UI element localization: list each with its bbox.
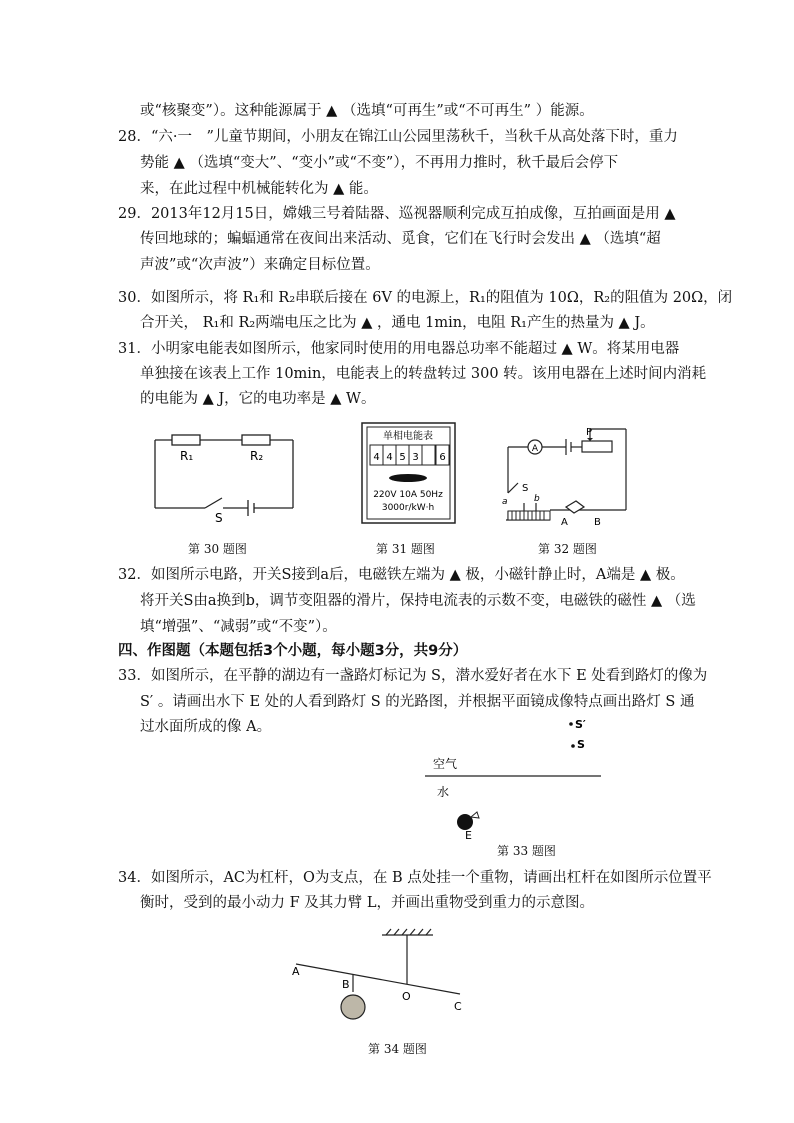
sprime-label: S′: [575, 718, 586, 731]
figure-34-lever: [288, 928, 473, 1028]
figure-33-caption: 第 33 题图: [497, 844, 556, 858]
diver-head: [457, 814, 473, 830]
switch-label: S: [215, 511, 223, 525]
question-28-line-1: 28．“六·一 ”儿童节期间，小朋友在锦江山公园里荡秋千，当秋千从高处落下时，重力: [118, 129, 678, 145]
question-30-line-2: 合开关， R₁和 R₂两端电压之比为 ▲ ，通电 1min，电阻 R₁产生的热量为 ▲ J。: [140, 315, 655, 331]
contact-a-label: a: [502, 497, 508, 507]
question-34-line-2: 衡时，受到的最小动力 F 及其力臂 L，并画出重物受到重力的示意图。: [140, 895, 595, 911]
lever-bar: [296, 964, 460, 994]
r2-label: R₂: [250, 449, 264, 463]
figure-30-caption: 第 30 题图: [188, 542, 247, 556]
figure-32-circuit: [494, 425, 634, 535]
question-34-line-1: 34．如图所示，AC为杠杆，O为支点，在 B 点处挂一个重物，请画出杠杆在如图所示位置平: [118, 870, 712, 886]
needle-b-label: B: [594, 517, 601, 528]
point-c-label: C: [454, 1000, 462, 1013]
figure-31-meter: [362, 423, 457, 525]
question-28-line-3: 来，在此过程中机械能转化为 ▲ 能。: [140, 181, 378, 197]
point-o-label: O: [402, 990, 411, 1003]
figure-30-circuit: [150, 430, 300, 525]
question-31-line-2: 单独接在该表上工作 10min，电能表上的转盘转过 300 转。该用电器在上述时间内消耗: [140, 366, 707, 382]
lamp-label: S: [577, 738, 585, 751]
meter-digit-2: 4: [386, 452, 393, 463]
point-b-label: B: [342, 978, 350, 991]
figure-33-water-surface: [425, 712, 615, 847]
figure-31-caption: 第 31 题图: [376, 542, 435, 556]
slider-label: P: [586, 427, 593, 438]
meter-digit-5: 6: [439, 452, 446, 463]
figure-32-caption: 第 32 题图: [538, 542, 597, 556]
question-31-line-3: 的电能为 ▲ J，它的电功率是 ▲ W。: [140, 391, 376, 407]
question-32-line-2: 将开关S由a换到b，调节变阻器的滑片，保持电流表的示数不变，电磁铁的磁性 ▲ （选: [140, 593, 696, 609]
eye-label: E: [465, 829, 472, 842]
hanging-weight: [341, 995, 365, 1019]
question-32-line-1: 32．如图所示电路，开关S接到a后，电磁铁左端为 ▲ 极，小磁针静止时，A端是 ▲ 极。: [118, 567, 685, 583]
question-29-line-2: 传回地球的；蝙蝠通常在夜间出来活动、觅食，它们在飞行时会发出 ▲ （选填“超: [140, 231, 661, 247]
question-29-line-1: 29．2013年12月15日，嫦娥三号着陆器、巡视器顺利完成互拍成像，互拍画面是用 ▲: [118, 206, 676, 222]
question-33-line-2: S′ 。请画出水下 E 处的人看到路灯 S 的光路图，并根据平面镜成像特点画出路灯 S 通: [140, 694, 695, 710]
meter-digit-1: 4: [373, 452, 380, 463]
point-a-label: A: [292, 965, 300, 978]
meter-digit-3: 5: [399, 452, 406, 463]
water-label: 水: [437, 785, 450, 799]
question-31-line-1: 31．小明家电能表如图所示，他家同时使用的用电器总功率不能超过 ▲ W。将某用电器: [118, 341, 680, 357]
switch-label: S: [522, 483, 529, 494]
diver-mask: [471, 812, 479, 818]
figure-34-caption: 第 34 题图: [368, 1042, 427, 1056]
question-28-line-2: 势能 ▲ （选填“变大”、“变小”或“不变”），不再用力推时，秋千最后会停下: [140, 155, 619, 171]
meter-title: 单相电能表: [383, 431, 433, 442]
lamp-point: [571, 744, 575, 748]
question-30-line-1: 30．如图所示，将 R₁和 R₂串联后接在 6V 的电源上，R₁的阻值为 10Ω，R₂的阻值为 20Ω，闭: [118, 290, 733, 306]
question-29-line-3: 声波”或“次声波”）来确定目标位置。: [140, 257, 380, 273]
ammeter-label: A: [531, 444, 539, 454]
air-label: 空气: [433, 757, 458, 771]
question-32-line-3: 填“增强”、“减弱”或“不变”）。: [140, 619, 337, 635]
needle-a-label: A: [561, 517, 568, 528]
section-4-heading: 四、作图题（本题包括3个小题，每小题3分，共9分）: [118, 643, 468, 659]
image-point: [569, 722, 573, 726]
question-33-line-3: 过水面所成的像 A。: [140, 719, 272, 735]
question-33-line-1: 33．如图所示，在平静的湖边有一盏路灯标记为 S，潜水爱好者在水下 E 处看到路灯的像为: [118, 668, 708, 684]
meter-disc: [389, 474, 427, 482]
contact-b-label: b: [534, 494, 540, 504]
meter-digit-4: 3: [412, 452, 419, 463]
meter-spec: 220V 10A 50Hz: [373, 490, 443, 500]
r1-label: R₁: [180, 449, 194, 463]
text-line-1: 或“核聚变”）。这种能源属于 ▲ （选填“可再生”或“不可再生” ）能源。: [140, 103, 594, 119]
meter-rate: 3000r/kW·h: [381, 503, 435, 513]
